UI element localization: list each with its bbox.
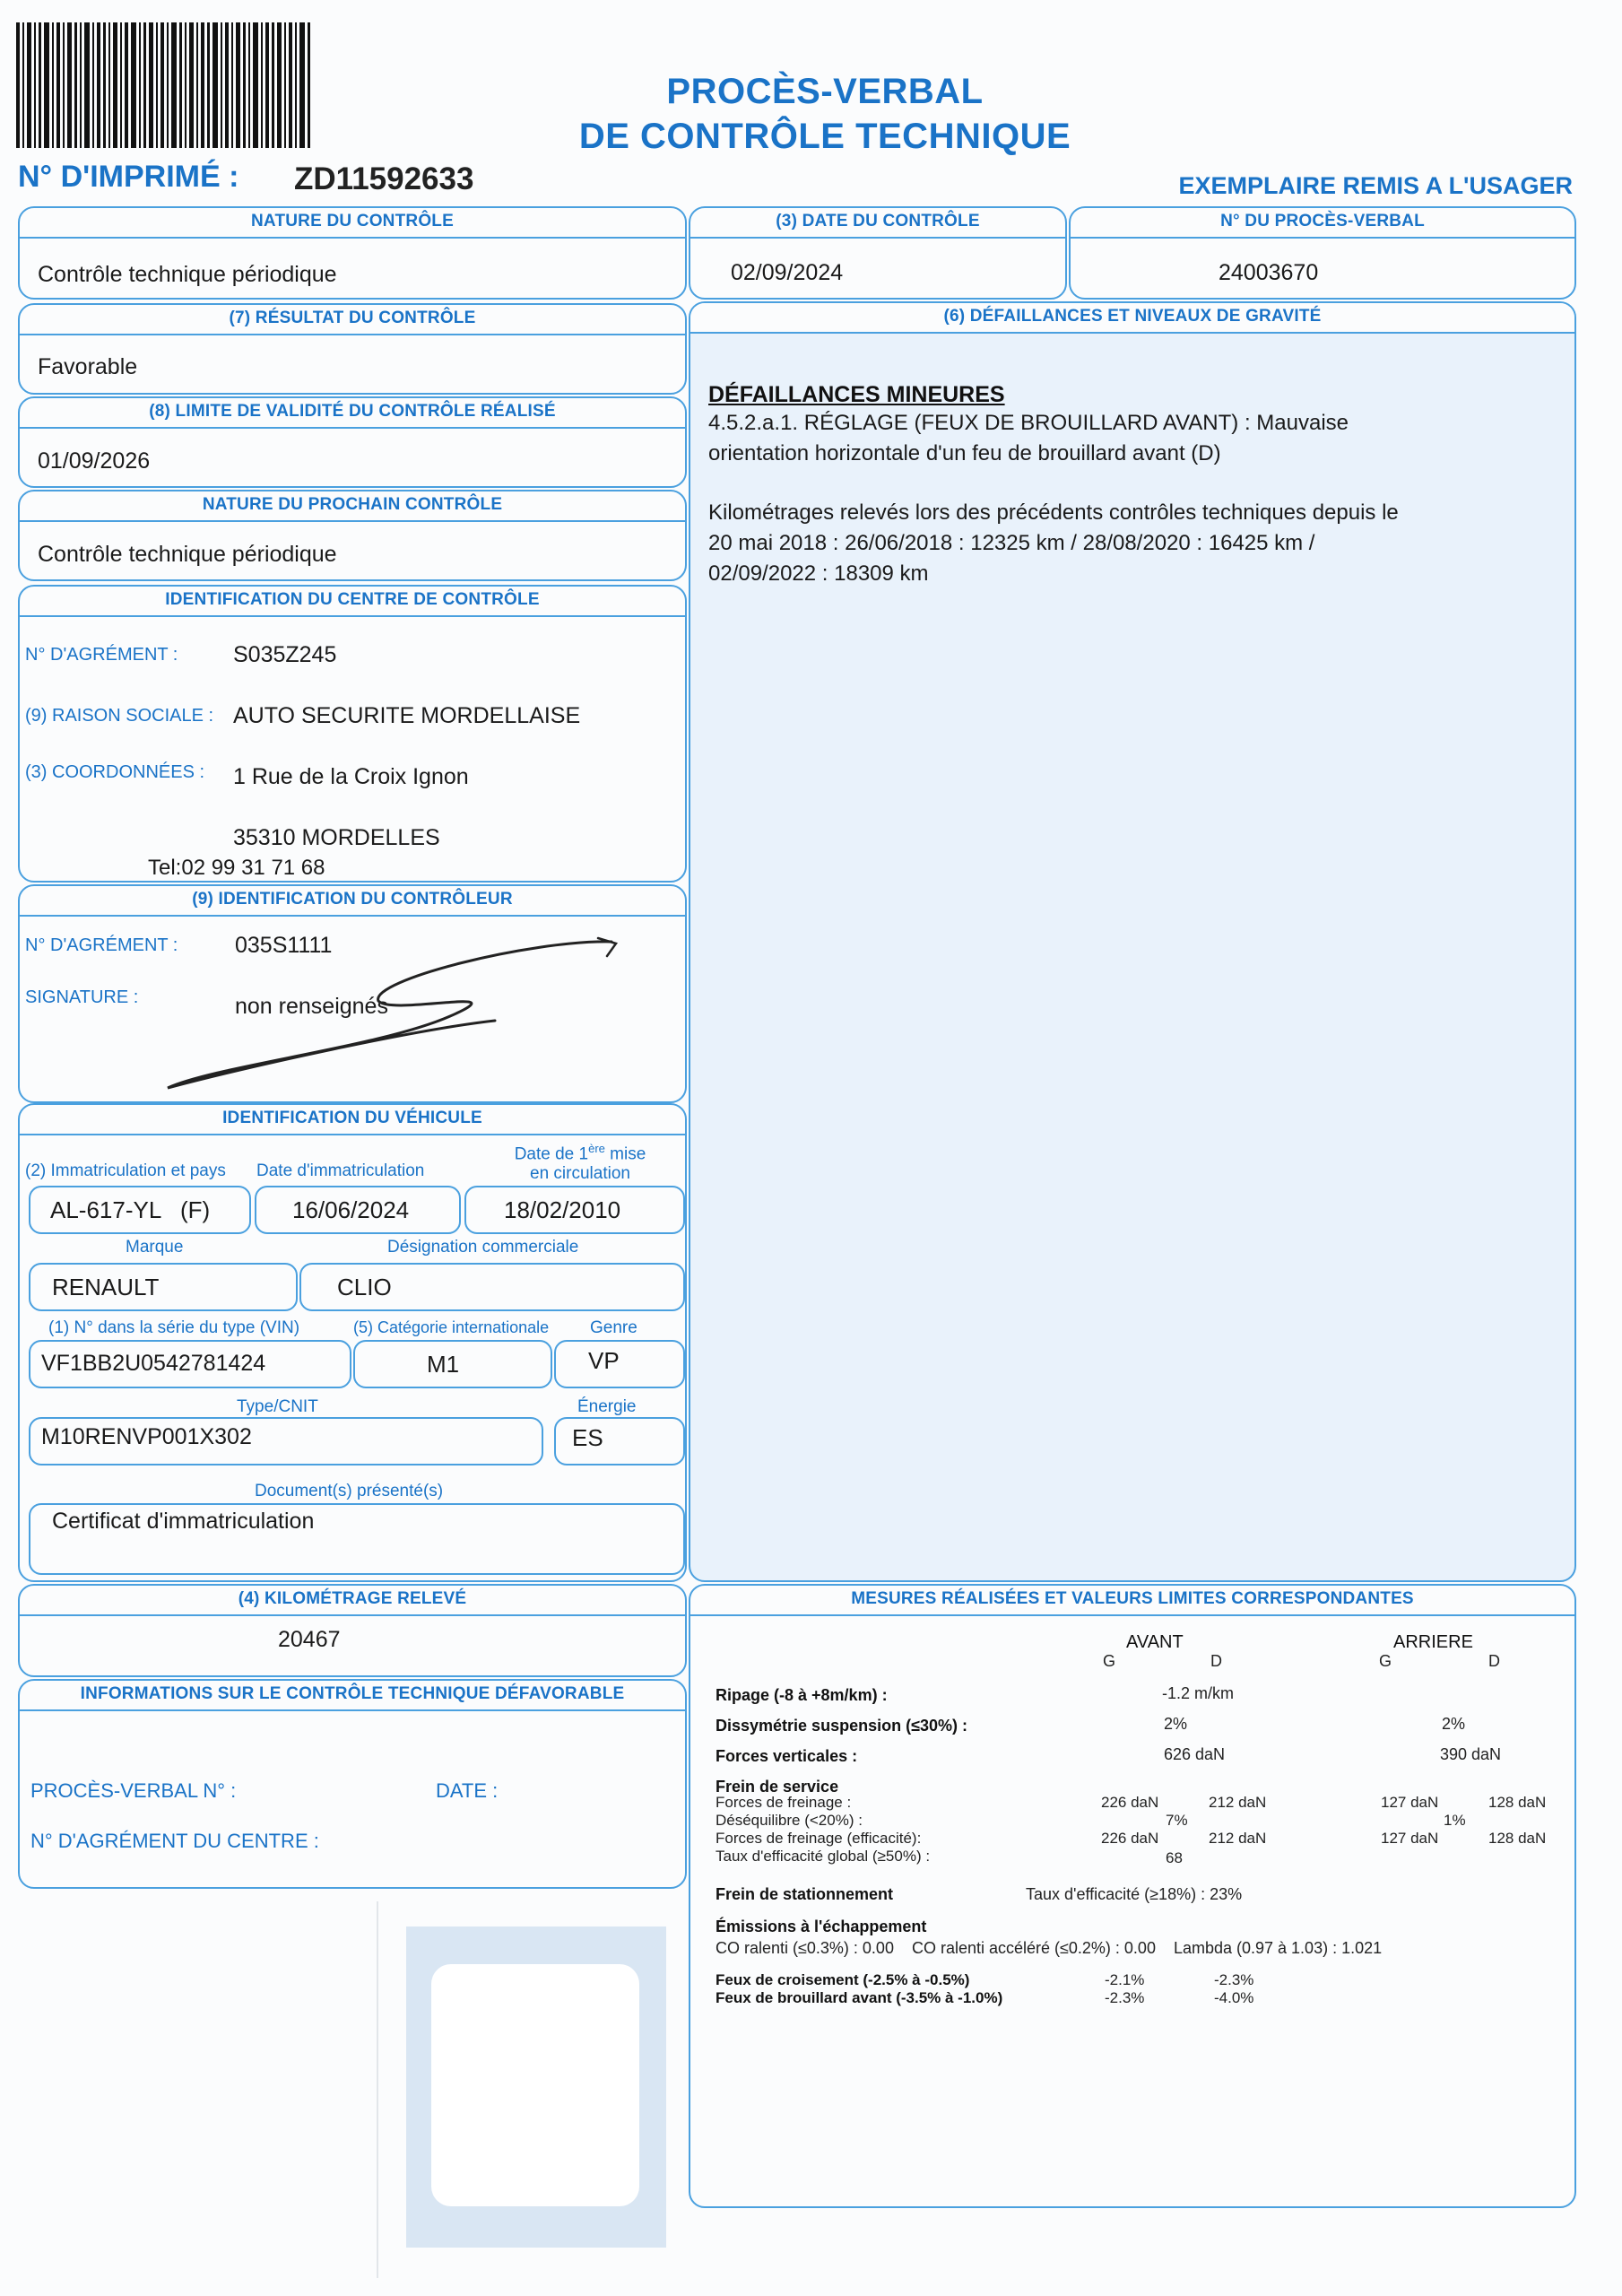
controleur-title: (9) IDENTIFICATION DU CONTRÔLEUR bbox=[20, 886, 685, 917]
feux-brouillard-g: -2.3% bbox=[1105, 1989, 1145, 2006]
genre-label: Genre bbox=[590, 1318, 638, 1337]
resultat-title: (7) RÉSULTAT DU CONTRÔLE bbox=[20, 305, 685, 335]
forces-verticales-arriere: 390 daN bbox=[1440, 1745, 1502, 1763]
genre-field bbox=[554, 1340, 685, 1388]
centre-tel: Tel:02 99 31 71 68 bbox=[148, 856, 325, 880]
forces-freinage-ar-d: 128 daN bbox=[1488, 1794, 1547, 1811]
defaillances-box bbox=[689, 301, 1576, 1582]
documents-field bbox=[29, 1503, 685, 1575]
centre-address-line2: 35310 MORDELLES bbox=[233, 825, 440, 850]
stamp-window-inner bbox=[431, 1964, 639, 2206]
first-circulation-label-c: en circulation bbox=[530, 1164, 630, 1184]
arriere-d-header: D bbox=[1488, 1652, 1500, 1670]
pv-number-box bbox=[1069, 206, 1576, 300]
energie-label: Énergie bbox=[577, 1397, 637, 1416]
designation-value: CLIO bbox=[337, 1274, 392, 1300]
marque-field bbox=[29, 1263, 298, 1311]
immat-value: AL-617-YL (F) bbox=[50, 1196, 211, 1223]
emissions-value: CO ralenti (≤0.3%) : 0.00 CO ralenti accéléré (≤0.2%) : 0.00 Lambda (0.97 à 1.03) : 1.021 bbox=[716, 1939, 1383, 1957]
prochain-value: Contrôle technique périodique bbox=[38, 542, 337, 567]
controleur-box bbox=[18, 884, 687, 1103]
avant-d-header: D bbox=[1210, 1652, 1222, 1670]
document-title-line2: DE CONTRÔLE TECHNIQUE bbox=[578, 117, 1071, 156]
defavorable-title: INFORMATIONS SUR LE CONTRÔLE TECHNIQUE DÉFAVORABLE bbox=[20, 1681, 685, 1711]
date-immat-label: Date d'immatriculation bbox=[256, 1161, 425, 1180]
vehicule-box bbox=[18, 1103, 687, 1582]
centre-agrement-label: N° D'AGRÉMENT : bbox=[25, 645, 178, 665]
fold-line bbox=[377, 1901, 378, 2278]
arriere-g-header: G bbox=[1379, 1652, 1392, 1670]
desequilibre-label: Déséquilibre (<20%) : bbox=[716, 1812, 863, 1829]
immat-label: (2) Immatriculation et pays bbox=[25, 1161, 226, 1180]
type-field bbox=[29, 1417, 543, 1465]
vehicule-title: IDENTIFICATION DU VÉHICULE bbox=[20, 1105, 685, 1135]
arriere-header: ARRIERE bbox=[1393, 1632, 1473, 1652]
defavorable-agrement-label: N° D'AGRÉMENT DU CENTRE : bbox=[30, 1830, 319, 1852]
designation-field bbox=[299, 1263, 685, 1311]
first-circulation-field bbox=[464, 1186, 685, 1234]
marque-label: Marque bbox=[126, 1238, 184, 1257]
genre-value: VP bbox=[588, 1347, 620, 1374]
pv-number-title: N° DU PROCÈS-VERBAL bbox=[1071, 208, 1574, 239]
forces-efficacite-ar-g: 127 daN bbox=[1381, 1830, 1439, 1847]
emissions-label: Émissions à l'échappement bbox=[716, 1918, 927, 1935]
pv-number-value: 24003670 bbox=[1219, 260, 1319, 285]
categorie-value: M1 bbox=[427, 1351, 460, 1378]
avant-g-header: G bbox=[1103, 1652, 1116, 1670]
forces-freinage-av-g: 226 daN bbox=[1101, 1794, 1159, 1811]
feux-brouillard-d: -4.0% bbox=[1214, 1989, 1254, 2006]
km-history-line3: 02/09/2022 : 18309 km bbox=[708, 561, 929, 586]
limite-box bbox=[18, 396, 687, 488]
first-circulation-value: 18/02/2010 bbox=[504, 1196, 621, 1223]
first-circulation-label-sup: ère bbox=[588, 1142, 605, 1155]
centre-box bbox=[18, 585, 687, 883]
centre-address-line1: 1 Rue de la Croix Ignon bbox=[233, 764, 469, 789]
imprime-label: N° D'IMPRIMÉ : bbox=[18, 160, 239, 194]
resultat-box bbox=[18, 303, 687, 395]
feux-croisement-d: -2.3% bbox=[1214, 1971, 1254, 1988]
imprime-number: ZD11592633 bbox=[294, 161, 474, 196]
date-controle-value: 02/09/2024 bbox=[731, 260, 844, 285]
stamp-window bbox=[406, 1926, 666, 2248]
ripage-label: Ripage (-8 à +8m/km) : bbox=[716, 1686, 888, 1704]
date-controle-title: (3) DATE DU CONTRÔLE bbox=[690, 208, 1065, 239]
prochain-title: NATURE DU PROCHAIN CONTRÔLE bbox=[20, 491, 685, 522]
centre-agrement-value: S035Z245 bbox=[233, 642, 337, 667]
dissymetrie-avant: 2% bbox=[1164, 1715, 1188, 1733]
forces-freinage-label: Forces de freinage : bbox=[716, 1794, 852, 1811]
defaillance-item-line2: orientation horizontale d'un feu de brouillard avant (D) bbox=[708, 441, 1221, 465]
date-immat-value: 16/06/2024 bbox=[292, 1196, 410, 1223]
energie-value: ES bbox=[572, 1424, 603, 1451]
categorie-label: (5) Catégorie internationale bbox=[353, 1318, 550, 1336]
forces-efficacite-av-g: 226 daN bbox=[1101, 1830, 1159, 1847]
forces-efficacite-ar-d: 128 daN bbox=[1488, 1830, 1547, 1847]
controleur-agrement-value: 035S1111 bbox=[235, 933, 333, 958]
forces-efficacite-av-d: 212 daN bbox=[1209, 1830, 1267, 1847]
taux-efficacite-label: Taux d'efficacité global (≥50%) : bbox=[716, 1848, 931, 1865]
nature-controle-box bbox=[18, 206, 687, 300]
avant-header: AVANT bbox=[1126, 1632, 1184, 1652]
km-history-line2: 20 mai 2018 : 26/06/2018 : 12325 km / 28/08/2020 : 16425 km / bbox=[708, 531, 1315, 555]
dissymetrie-label: Dissymétrie suspension (≤30%) : bbox=[716, 1717, 967, 1735]
documents-value: Certificat d'immatriculation bbox=[52, 1509, 315, 1534]
kilometrage-title: (4) KILOMÉTRAGE RELEVÉ bbox=[20, 1586, 685, 1616]
categorie-field bbox=[353, 1340, 552, 1388]
dissymetrie-arriere: 2% bbox=[1442, 1715, 1466, 1733]
date-controle-box bbox=[689, 206, 1067, 300]
designation-label: Désignation commerciale bbox=[387, 1238, 579, 1257]
desequilibre-av: 7% bbox=[1166, 1812, 1188, 1829]
documents-label: Document(s) présenté(s) bbox=[255, 1482, 444, 1500]
defaillances-title: (6) DÉFAILLANCES ET NIVEAUX DE GRAVITÉ bbox=[690, 303, 1574, 334]
centre-title: IDENTIFICATION DU CENTRE DE CONTRÔLE bbox=[20, 587, 685, 617]
prochain-box bbox=[18, 490, 687, 581]
date-immat-field bbox=[255, 1186, 461, 1234]
centre-coord-label: (3) COORDONNÉES : bbox=[25, 762, 205, 782]
feux-croisement-g: -2.1% bbox=[1105, 1971, 1145, 1988]
vin-value: VF1BB2U0542781424 bbox=[41, 1351, 266, 1376]
first-circulation-label-a: Date de 1 bbox=[514, 1144, 589, 1164]
desequilibre-ar: 1% bbox=[1444, 1812, 1466, 1829]
type-value: M10RENVP001X302 bbox=[41, 1424, 252, 1449]
defavorable-box bbox=[18, 1679, 687, 1889]
limite-title: (8) LIMITE DE VALIDITÉ DU CONTRÔLE RÉALISÉ bbox=[20, 398, 685, 429]
handwritten-signature bbox=[145, 931, 629, 1092]
km-history-line1: Kilométrages relevés lors des précédents contrôles techniques depuis le bbox=[708, 500, 1399, 525]
kilometrage-box bbox=[18, 1584, 687, 1677]
vin-field bbox=[29, 1340, 351, 1388]
energie-field bbox=[554, 1417, 685, 1465]
controleur-signature-label: SIGNATURE : bbox=[25, 987, 139, 1007]
copy-note: EXEMPLAIRE REMIS A L'USAGER bbox=[1178, 172, 1573, 199]
defaillances-heading: DÉFAILLANCES MINEURES bbox=[708, 382, 1005, 407]
forces-verticales-label: Forces verticales : bbox=[716, 1747, 858, 1765]
defavorable-pv-label: PROCÈS-VERBAL N° : bbox=[30, 1779, 237, 1802]
immat-field bbox=[29, 1186, 251, 1234]
frein-stationnement-label: Frein de stationnement bbox=[716, 1885, 894, 1903]
forces-freinage-av-d: 212 daN bbox=[1209, 1794, 1267, 1811]
forces-efficacite-label: Forces de freinage (efficacité): bbox=[716, 1830, 922, 1847]
defaillance-item-line1: 4.5.2.a.1. RÉGLAGE (FEUX DE BROUILLARD AVANT) : Mauvaise bbox=[708, 411, 1349, 435]
mesures-title: MESURES RÉALISÉES ET VALEURS LIMITES CORRESPONDANTES bbox=[690, 1586, 1574, 1616]
nature-controle-title: NATURE DU CONTRÔLE bbox=[20, 208, 685, 239]
resultat-value: Favorable bbox=[38, 354, 138, 379]
limite-value: 01/09/2026 bbox=[38, 448, 151, 474]
mesures-box bbox=[689, 1584, 1576, 2208]
first-circulation-label-b: mise bbox=[604, 1144, 646, 1164]
controleur-signature-value: non renseignés bbox=[235, 994, 388, 1019]
kilometrage-value: 20467 bbox=[278, 1627, 341, 1652]
feux-brouillard-label: Feux de brouillard avant (-3.5% à -1.0%) bbox=[716, 1989, 1003, 2006]
taux-efficacite-value: 68 bbox=[1166, 1849, 1183, 1866]
defavorable-date-label: DATE : bbox=[436, 1779, 499, 1802]
ripage-value: -1.2 m/km bbox=[1162, 1684, 1235, 1702]
forces-verticales-avant: 626 daN bbox=[1164, 1745, 1226, 1763]
type-label: Type/CNIT bbox=[237, 1397, 318, 1416]
controleur-agrement-label: N° D'AGRÉMENT : bbox=[25, 935, 178, 955]
frein-stationnement-value: Taux d'efficacité (≥18%) : 23% bbox=[1026, 1885, 1243, 1903]
centre-raison-value: AUTO SECURITE MORDELLAISE bbox=[233, 703, 581, 728]
forces-freinage-ar-g: 127 daN bbox=[1381, 1794, 1439, 1811]
marque-value: RENAULT bbox=[52, 1274, 160, 1300]
frein-service-label: Frein de service bbox=[716, 1778, 839, 1796]
vin-label: (1) N° dans la série du type (VIN) bbox=[48, 1318, 300, 1337]
nature-controle-value: Contrôle technique périodique bbox=[38, 262, 337, 287]
first-circulation-label bbox=[477, 1139, 683, 1184]
feux-croisement-label: Feux de croisement (-2.5% à -0.5%) bbox=[716, 1971, 970, 1988]
centre-raison-label: (9) RAISON SOCIALE : bbox=[25, 706, 214, 726]
document-title-line1: PROCÈS-VERBAL bbox=[666, 72, 984, 111]
